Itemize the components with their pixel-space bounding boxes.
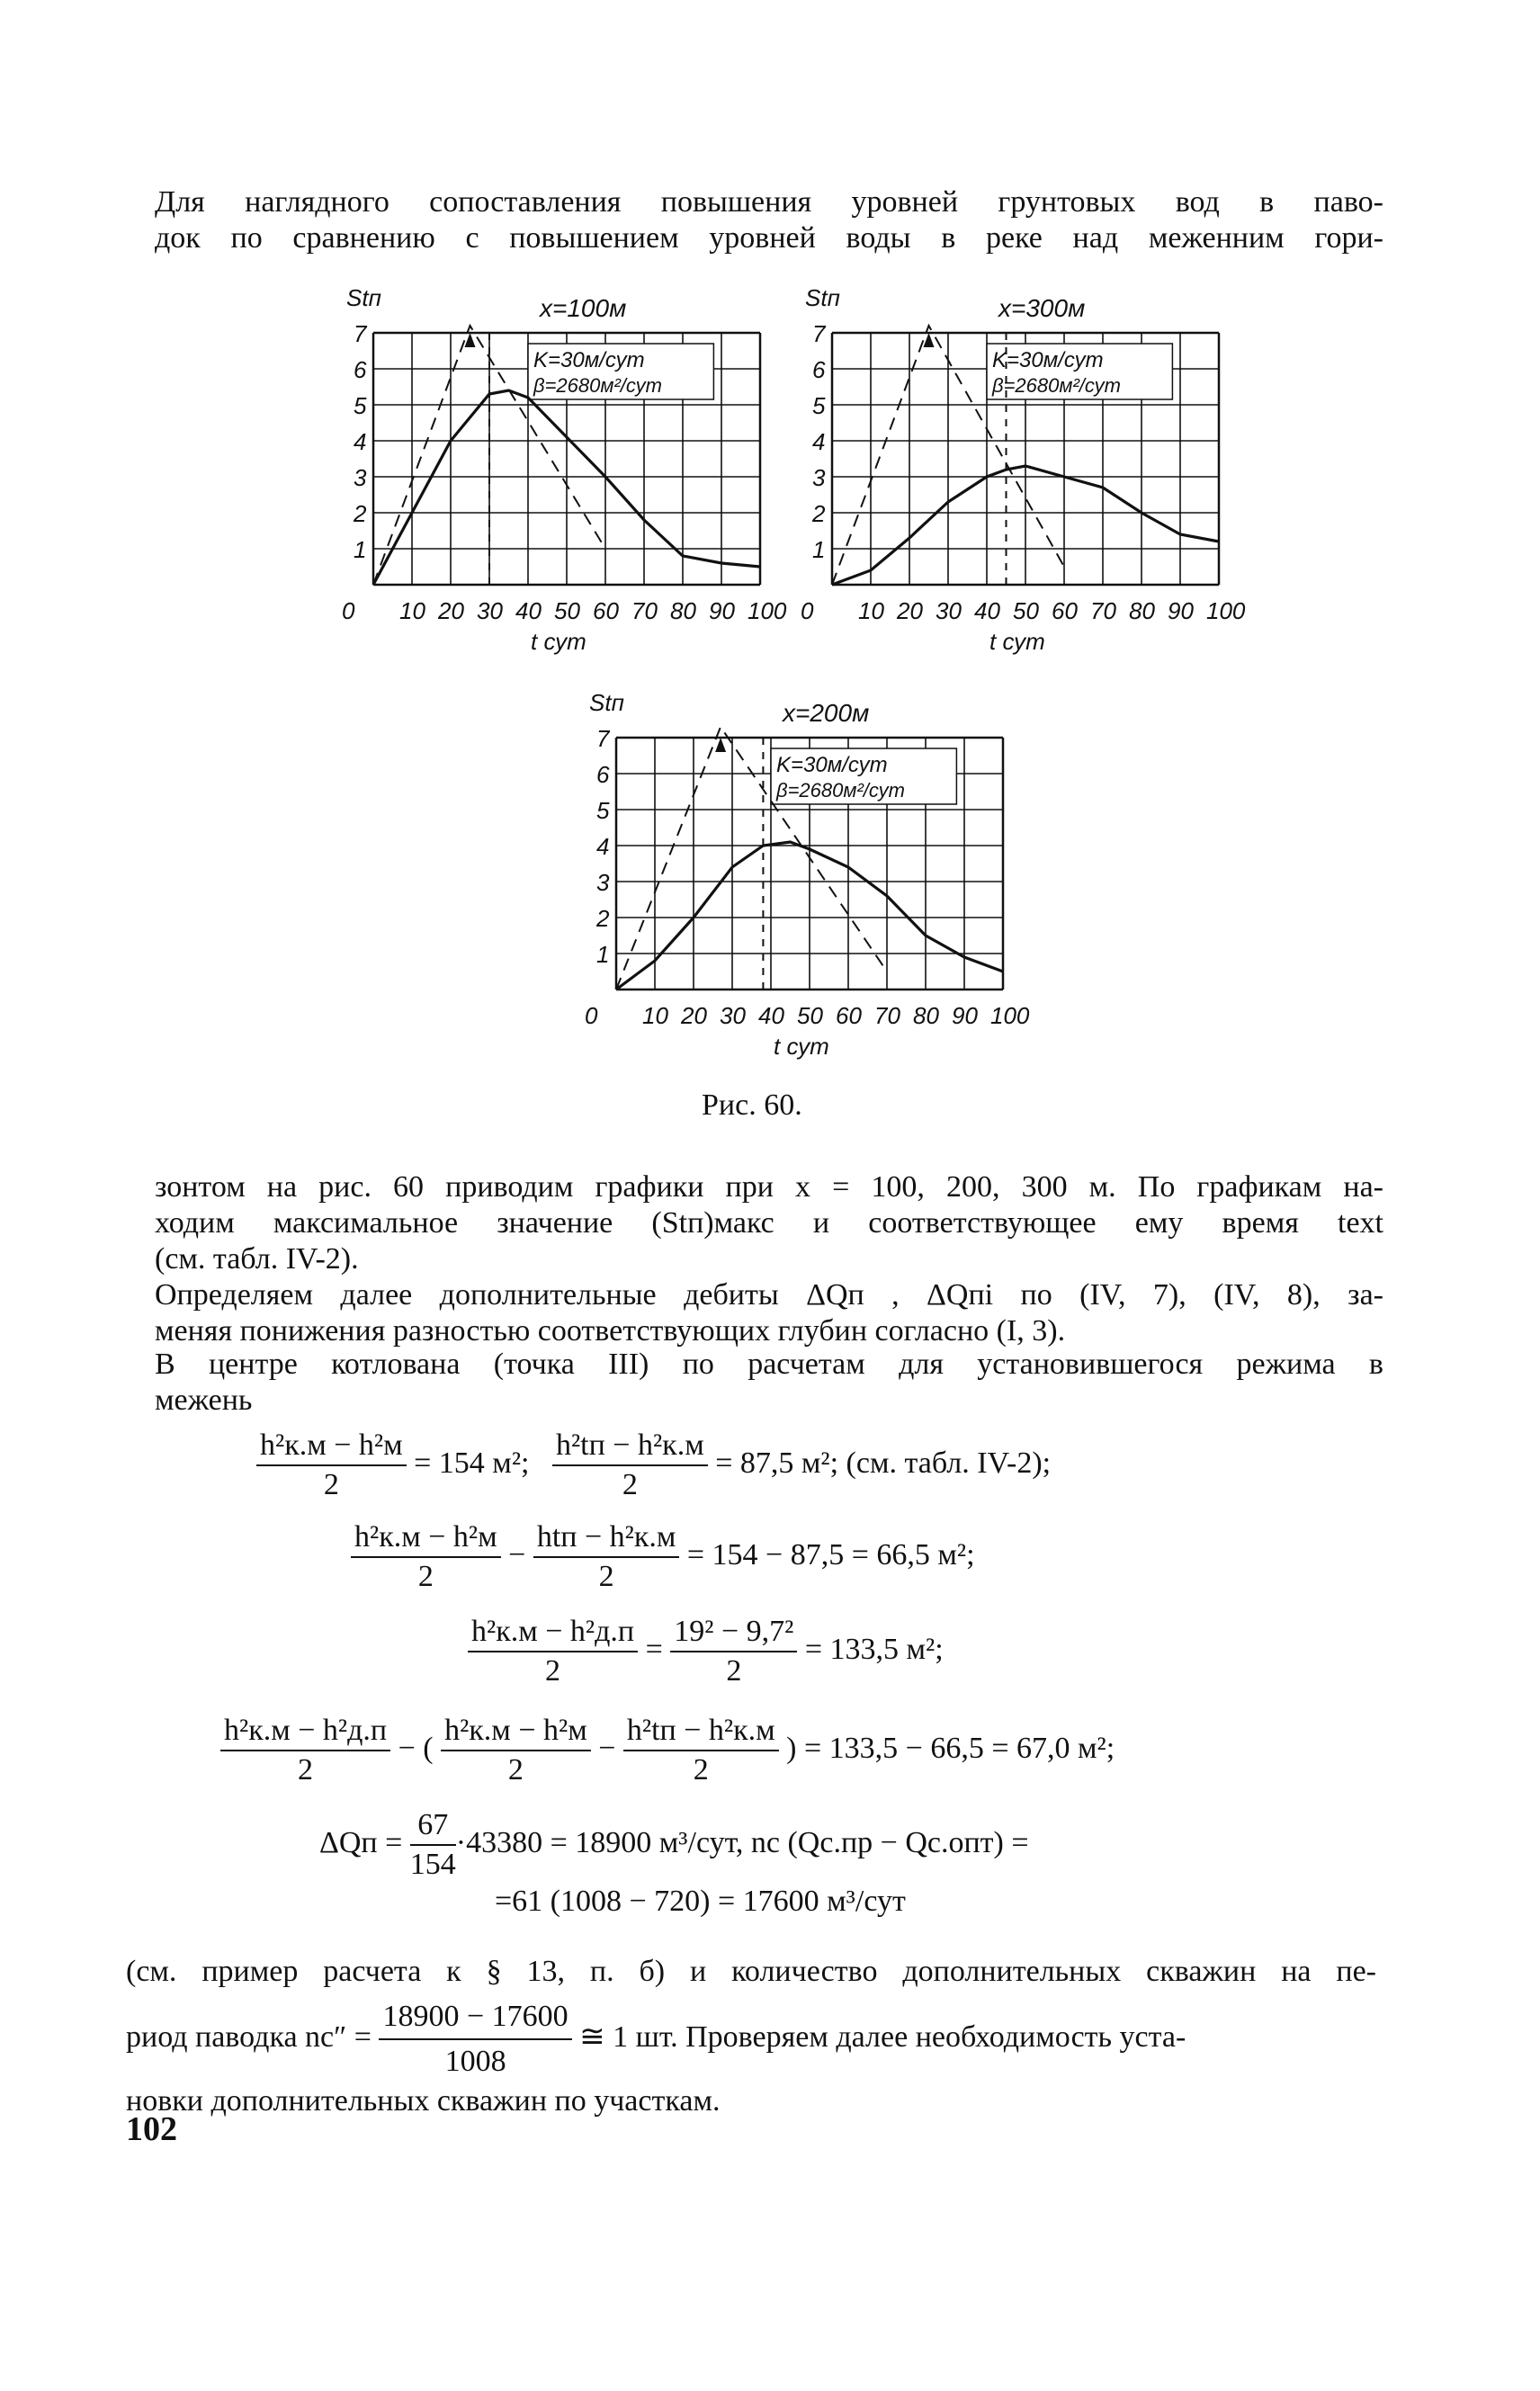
fraction-denominator: 2 [545, 1654, 561, 1688]
x-tick-label: 20 [897, 597, 923, 624]
y-tick-label: 4 [354, 428, 367, 455]
chart-title: x=300м [998, 294, 1086, 322]
y-tick-label: 2 [596, 905, 610, 932]
fraction-numerator: h²к.м − h²д.п [220, 1714, 390, 1751]
y-axis-label: Stп [805, 284, 840, 311]
annotation-beta: β=2680м²/сут [776, 779, 905, 801]
x-tick-label: 20 [438, 597, 464, 624]
x-tick-label: 100 [1206, 597, 1246, 624]
x-axis-label: t сут [531, 628, 586, 655]
x-tick-label: 90 [1168, 597, 1194, 624]
text-line-part: риод паводка nс″ = [126, 2019, 380, 2054]
x-tick-label: 30 [936, 597, 962, 624]
fraction-numerator: h²tп − h²к.м [552, 1428, 708, 1466]
equation-1 [256, 1428, 1051, 1502]
text-line: В центре котлована (точка III) по расчетам для установившегося режима в [155, 1348, 1383, 1381]
y-tick-label: 2 [354, 500, 367, 527]
annotation-beta: β=2680м²/сут [533, 374, 662, 397]
fraction-denominator: 2 [622, 1468, 638, 1501]
x-tick-label: 50 [554, 597, 580, 624]
equation-text: ·43380 = 18900 м³/сут, nс (Qс.пр − Qс.опт) = [455, 1825, 1029, 1859]
x-tick-label: 70 [631, 597, 658, 624]
x-tick-label: 70 [1090, 597, 1116, 624]
x-tick-label: 80 [1129, 597, 1155, 624]
y-tick-label: 6 [596, 761, 610, 788]
arrowhead [924, 333, 935, 347]
chart-title: x=100м [540, 294, 627, 322]
equation-text: =61 (1008 − 720) = 17600 м³/сут [495, 1885, 906, 1918]
fraction-denominator: 2 [323, 1468, 339, 1501]
equation-4 [220, 1714, 1115, 1787]
intro-line: док по сравнению с повышением уровней воды в реке над меженним гори- [155, 221, 1383, 255]
text-line: (см. пример расчета к § 13, п. б) и количество дополнительных скважин на пе- [126, 1955, 1376, 1988]
fraction-numerator: htп − h²к.м [533, 1520, 680, 1558]
y-tick-label: 5 [812, 392, 826, 419]
x-tick-label: 60 [1052, 597, 1078, 624]
fraction-denominator: 154 [409, 1848, 456, 1881]
x-tick-label: 60 [593, 597, 619, 624]
y-tick-label: 1 [812, 536, 826, 563]
x-tick-label: 80 [670, 597, 696, 624]
page-number: 102 [126, 2110, 177, 2148]
fraction-denominator: 2 [726, 1654, 742, 1688]
y-tick-label: 4 [812, 428, 826, 455]
y-tick-label: 7 [354, 320, 367, 347]
paragraph-2 [155, 1277, 1383, 1349]
equation-5 [319, 1808, 1029, 1882]
x-tick-label: 0 [801, 597, 814, 624]
x-axis-label: t сут [989, 628, 1045, 655]
y-tick-label: 2 [812, 500, 826, 527]
x-axis-label: t сут [774, 1033, 829, 1060]
chart-x300 [792, 274, 1250, 661]
fraction-denominator: 2 [298, 1753, 314, 1787]
fraction [533, 1520, 680, 1594]
y-axis-label: Stп [346, 284, 381, 311]
annotation-beta: β=2680м²/сут [992, 374, 1121, 397]
paragraph-3 [155, 1347, 1383, 1419]
x-tick-label: 50 [797, 1002, 823, 1029]
y-tick-label: 5 [354, 392, 367, 419]
fraction [256, 1428, 407, 1502]
equation-text: − ( [390, 1731, 442, 1765]
fraction-numerator: 67 [410, 1808, 456, 1846]
text-line: меняя понижения разностью соответствующих глубин согласно (I, 3). [155, 1314, 1066, 1348]
y-tick-label: 1 [354, 536, 367, 563]
y-tick-label: 7 [596, 725, 610, 752]
fraction-numerator: h²к.м − h²м [351, 1520, 501, 1558]
x-tick-label: 20 [681, 1002, 707, 1029]
x-tick-label: 10 [642, 1002, 668, 1029]
fraction [351, 1520, 501, 1594]
x-tick-label: 80 [913, 1002, 939, 1029]
text-line: новки дополнительных скважин по участкам. [126, 2084, 721, 2118]
chart-x100 [333, 274, 787, 661]
chart-x200 [576, 679, 1043, 1066]
y-axis-label: Stп [589, 689, 624, 716]
text-line: Определяем далее дополнительные дебиты ΔQп , ΔQпi по (IV, 7), (IV, 8), за- [155, 1278, 1383, 1312]
y-tick-label: 7 [812, 320, 826, 347]
fraction-numerator: h²tп − h²к.м [623, 1714, 779, 1751]
text-line: межень [155, 1384, 253, 1417]
annotation-k: K=30м/сут [776, 753, 888, 777]
fraction [441, 1714, 591, 1787]
y-tick-label: 4 [596, 833, 610, 860]
arrowhead [715, 738, 726, 752]
x-tick-label: 100 [748, 597, 787, 624]
x-tick-label: 60 [836, 1002, 862, 1029]
y-tick-label: 5 [596, 797, 610, 824]
fraction [623, 1714, 779, 1787]
fraction [379, 1997, 571, 2082]
x-tick-label: 0 [342, 597, 355, 624]
fraction-denominator: 2 [507, 1753, 524, 1787]
arrowhead [465, 333, 476, 347]
equation-2 [351, 1520, 975, 1594]
paragraph-1 [155, 1169, 1383, 1277]
y-tick-label: 6 [812, 356, 826, 383]
equation-text: = 133,5 м²; [797, 1632, 944, 1666]
text-line: (см. табл. IV-2). [155, 1242, 359, 1276]
equation-text: = 154 − 87,5 = 66,5 м²; [679, 1537, 975, 1572]
y-tick-label: 3 [596, 869, 610, 896]
fraction [670, 1615, 797, 1688]
equation-3 [468, 1615, 944, 1688]
equation-text: = 154 м²; [406, 1446, 530, 1480]
figure-caption: Рис. 60. [702, 1088, 802, 1122]
fraction-denominator: 2 [598, 1560, 614, 1593]
text-line: ходим максимальное значение (Stп)макс и соответствующее ему время text [155, 1206, 1383, 1240]
fraction-denominator: 2 [693, 1753, 709, 1787]
text-line: зонтом на рис. 60 приводим графики при x = 100, 200, 300 м. По графикам на- [155, 1170, 1383, 1204]
annotation-k: K=30м/сут [533, 348, 645, 372]
equation-text: = [638, 1632, 671, 1666]
annotation-k: K=30м/сут [992, 348, 1104, 372]
x-tick-label: 90 [709, 597, 735, 624]
x-tick-label: 40 [974, 597, 1000, 624]
equation-text: = 87,5 м²; (см. табл. IV-2); [707, 1446, 1052, 1480]
fraction-numerator: 18900 − 17600 [379, 1997, 571, 2040]
x-tick-label: 90 [952, 1002, 978, 1029]
fraction-numerator: h²к.м − h²м [441, 1714, 591, 1751]
y-tick-label: 1 [596, 941, 610, 968]
equation-text: − [500, 1537, 533, 1572]
x-tick-label: 50 [1013, 597, 1039, 624]
text-line-part: ≅ 1 шт. Проверяем далее необходимость уста- [571, 2019, 1186, 2054]
y-tick-label: 3 [812, 464, 826, 491]
x-tick-label: 30 [720, 1002, 746, 1029]
fraction-numerator: h²к.м − h²д.п [468, 1615, 638, 1652]
equation-text: ΔQп = [319, 1825, 410, 1859]
fraction [410, 1808, 456, 1882]
fraction [220, 1714, 390, 1787]
x-tick-label: 30 [477, 597, 503, 624]
equation-text: ) = 133,5 − 66,5 = 67,0 м²; [778, 1731, 1115, 1765]
y-tick-label: 3 [354, 464, 367, 491]
fraction [552, 1428, 708, 1502]
x-tick-label: 40 [515, 597, 542, 624]
fraction-denominator: 2 [417, 1560, 434, 1593]
intro-paragraph [155, 184, 1383, 256]
final-paragraph [126, 1952, 1376, 2121]
equation-text: − [590, 1731, 623, 1765]
intro-line: Для наглядного сопоставления повышения уровней грунтовых вод в паво- [155, 185, 1383, 219]
fraction-numerator: 19² − 9,7² [670, 1615, 797, 1652]
fraction-denominator: 1008 [444, 2045, 506, 2078]
x-tick-label: 70 [874, 1002, 900, 1029]
x-tick-label: 0 [585, 1002, 598, 1029]
x-tick-label: 40 [758, 1002, 784, 1029]
text-line [126, 1997, 1376, 2082]
x-tick-label: 10 [858, 597, 884, 624]
fraction [468, 1615, 638, 1688]
x-tick-label: 10 [399, 597, 425, 624]
fraction-numerator: h²к.м − h²м [256, 1428, 407, 1466]
y-tick-label: 6 [354, 356, 367, 383]
x-tick-label: 100 [990, 1002, 1030, 1029]
chart-title: x=200м [783, 699, 870, 727]
equation-6 [495, 1885, 906, 1919]
